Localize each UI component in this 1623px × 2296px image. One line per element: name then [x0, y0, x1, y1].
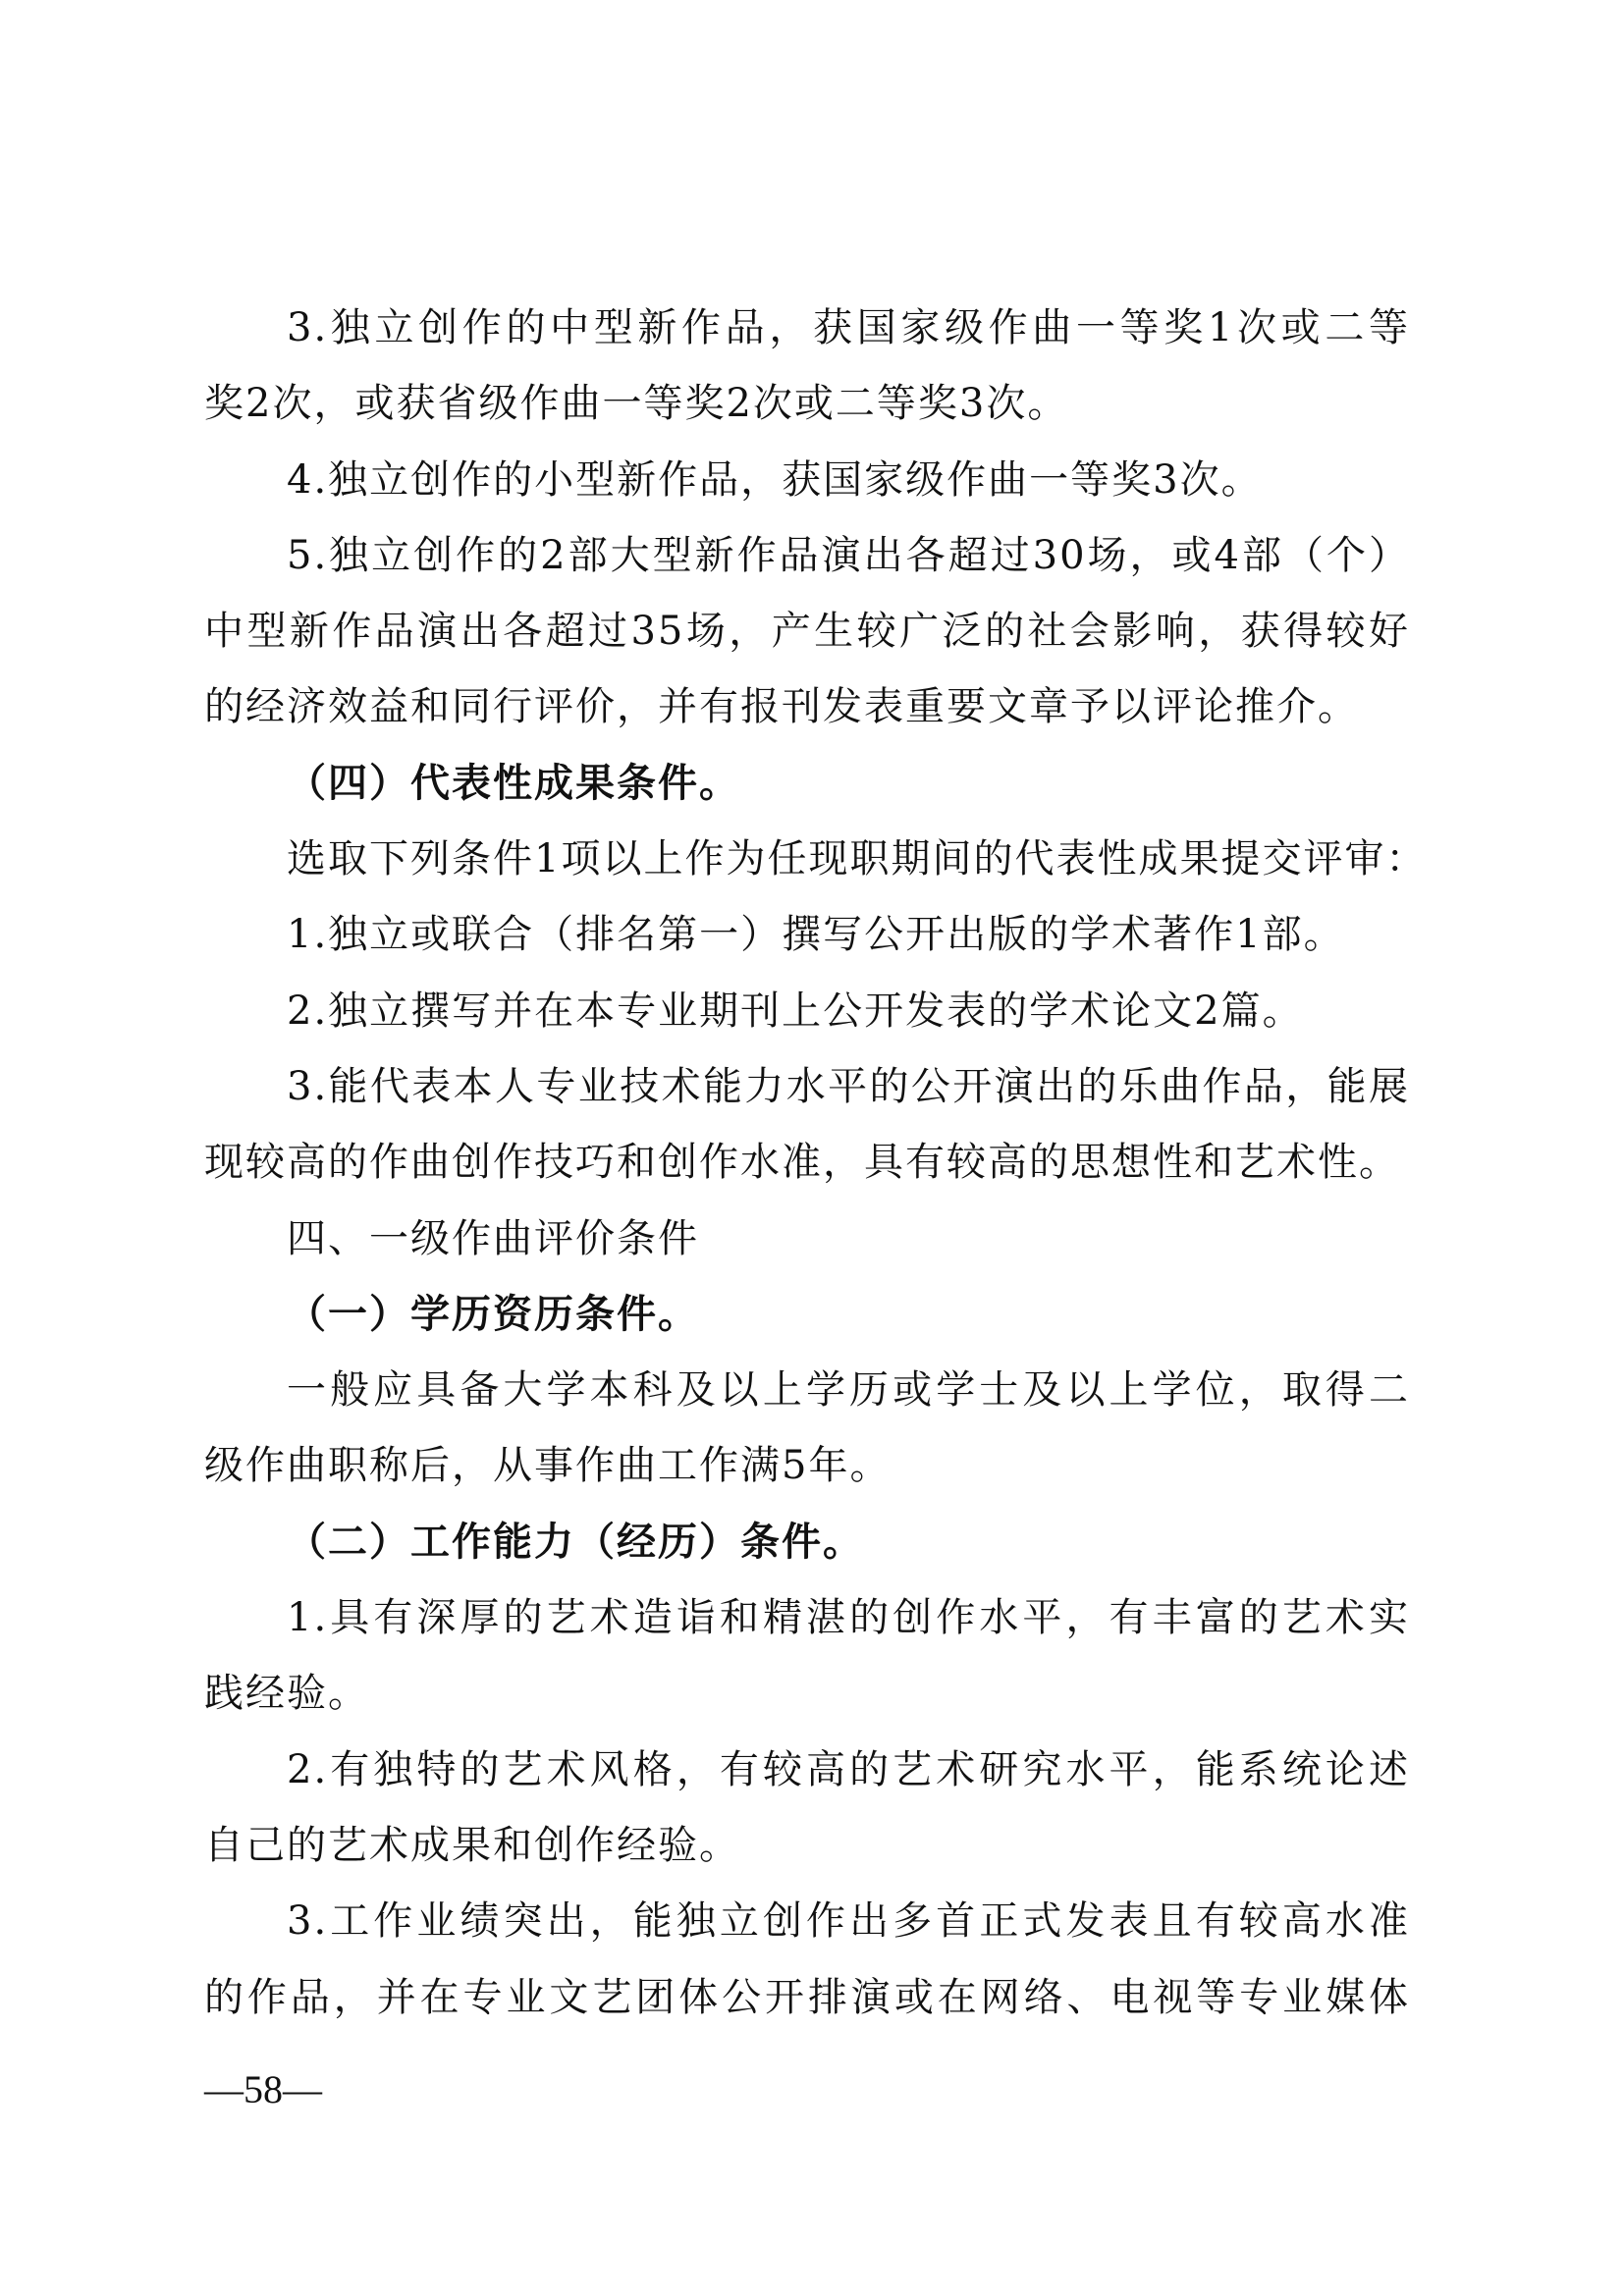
page-number: —58—: [204, 2067, 322, 2111]
section-subheading: （二）工作能力（经历）条件。: [287, 1519, 864, 1565]
paragraph-line: 2.有独特的艺术风格，有较高的艺术研究水平，能系统论述: [287, 1746, 1410, 1792]
paragraph-line: 1.具有深厚的艺术造诣和精湛的创作水平，有丰富的艺术实: [287, 1595, 1410, 1641]
paragraph-line: 4.独立创作的小型新作品，获国家级作曲一等奖3次。: [287, 456, 1263, 503]
paragraph-line: 的作品，并在专业文艺团体公开排演或在网络、电视等专业媒体: [204, 1974, 1410, 2020]
paragraph-line: 奖2次，或获省级作曲一等奖2次或二等奖3次。: [204, 381, 1069, 427]
paragraph-line: 1.独立或联合（排名第一）撰写公开出版的学术著作1部。: [287, 912, 1345, 958]
paragraph-line: 级作曲职称后，从事作曲工作满5年。: [204, 1443, 892, 1489]
paragraph-line: 现较高的作曲创作技巧和创作水准，具有较高的思想性和艺术性。: [204, 1140, 1400, 1186]
document-body: [204, 291, 1428, 2036]
paragraph-line: 的经济效益和同行评价，并有报刊发表重要文章予以评论推介。: [204, 684, 1359, 730]
paragraph-line: 中型新作品演出各超过35场，产生较广泛的社会影响，获得较好: [204, 609, 1410, 655]
paragraph-line: 3.能代表本人专业技术能力水平的公开演出的乐曲作品，能展: [287, 1063, 1410, 1109]
section-heading: 四、一级作曲评价条件: [287, 1215, 699, 1261]
paragraph-line: 一般应具备大学本科及以上学历或学士及以上学位，取得二: [287, 1367, 1410, 1414]
section-subheading: （四）代表性成果条件。: [287, 760, 740, 806]
section-subheading: （一）学历资历条件。: [287, 1291, 699, 1337]
paragraph-line: 自己的艺术成果和创作经验。: [204, 1822, 740, 1868]
paragraph-line: 5.独立创作的2部大型新作品演出各超过30场，或4部（个）: [287, 532, 1410, 578]
paragraph-line: 2.独立撰写并在本专业期刊上公开发表的学术论文2篇。: [287, 988, 1304, 1034]
paragraph-line: 3.工作业绩突出，能独立创作出多首正式发表且有较高水准: [287, 1898, 1410, 1945]
paragraph-line: 践经验。: [204, 1671, 369, 1717]
paragraph-line: 3.独立创作的中型新作品，获国家级作曲一等奖1次或二等: [287, 305, 1410, 350]
paragraph-line: 选取下列条件1项以上作为任现职期间的代表性成果提交评审：: [287, 836, 1428, 882]
